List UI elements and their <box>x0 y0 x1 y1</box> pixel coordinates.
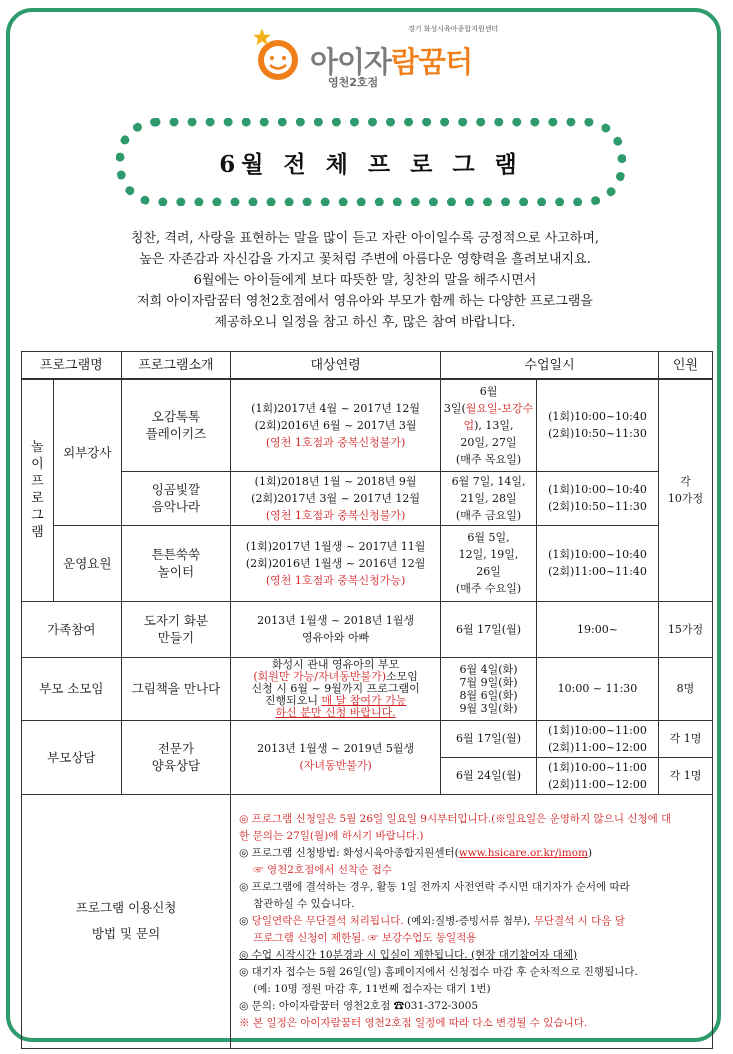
outside-instructor-label: 외부강사 <box>53 379 121 525</box>
program-name: 잉곰빛깔 음악나라 <box>121 471 231 525</box>
apply-label: 프로그램 이용신청 방법 및 문의 <box>22 794 231 1048</box>
capacity: 15가정 <box>658 601 712 657</box>
logo-wordmark: 아이자람꿈터 <box>310 45 473 79</box>
program-table <box>21 351 713 1049</box>
capacity: 각 1명 <box>658 757 712 794</box>
class-times: 10:00 ~ 11:30 <box>537 657 659 720</box>
class-times: (1회)10:00~11:00 (2회)11:00~12:00 <box>537 720 659 757</box>
class-dates: 6월 17일(월) <box>441 601 537 657</box>
class-times: (1회)10:00~10:40 (2회)10:50~11:30 <box>537 379 659 471</box>
program-name: 튼튼쑥쑥 놀이터 <box>121 525 231 601</box>
header-program-name: 프로그램명 <box>22 352 122 380</box>
class-times: (1회)10:00~11:00 (2회)11:00~12:00 <box>537 757 659 794</box>
page-title: 6월 전 체 프 로 그 램 <box>219 150 523 178</box>
table-row <box>22 720 713 757</box>
header-schedule: 수업일시 <box>441 352 659 380</box>
intro-line: 제공하오니 일정을 참고 하신 후, 많은 참여 바랍니다. <box>214 315 516 330</box>
intro-line: 높은 자존감과 자신감을 가지고 꽃처럼 주변에 아름다운 영향력을 흘려보내지요. <box>139 252 591 267</box>
table-row <box>22 379 713 471</box>
table-row <box>22 601 713 657</box>
website-link[interactable]: www.hsicare.or.kr/imom <box>458 846 589 859</box>
class-dates: 6월 3일(월요일-보강수업), 13일, 20일, 27일 (매주 목요일) <box>441 379 537 471</box>
intro-line: 칭찬, 격려, 사랑을 표현하는 말을 많이 듣고 자란 아이일수록 긍정적으로 사고하며, <box>130 231 600 246</box>
target-age: 2013년 1월생 ~ 2018년 1월생 영유아와 아빠 <box>231 601 441 657</box>
class-times: (1회)10:00~10:40 (2회)11:00~11:40 <box>537 525 659 601</box>
intro-text <box>40 228 690 333</box>
header-target-age: 대상연령 <box>231 352 441 380</box>
table-row <box>22 525 713 601</box>
center-name: 경기 화성시육아종합지원센터 <box>408 25 499 33</box>
table-row <box>22 794 713 1048</box>
operation-staff-label: 운영요원 <box>53 525 121 601</box>
target-age: (1회)2017년 4월 ~ 2017년 12월 (2회)2016년 6월 ~ 2017년 3월 (영천 1호점과 중복신청불가) <box>231 379 441 471</box>
intro-line: 6월에는 아이들에게 보다 따뜻한 말, 칭찬의 말을 해주시면서 <box>193 273 537 288</box>
category-label: 부모 소모임 <box>22 657 122 720</box>
title-box <box>116 118 626 206</box>
header-program-intro: 프로그램소개 <box>121 352 231 380</box>
capacity: 8명 <box>658 657 712 720</box>
intro-line: 저희 아이자람꿈터 영천2호점에서 영유아와 부모가 함께 하는 다양한 프로그램을 <box>137 294 593 309</box>
category-label: 부모상담 <box>22 720 122 794</box>
category-label: 가족참여 <box>22 601 122 657</box>
class-dates: 6월 5일, 12일, 19일, 26일 (매주 수요일) <box>441 525 537 601</box>
table-row <box>22 657 713 720</box>
program-name: 도자기 화분 만들기 <box>121 601 231 657</box>
capacity-shared: 각 10가정 <box>658 379 712 601</box>
class-times: (1회)10:00~10:40 (2회)10:50~11:30 <box>537 471 659 525</box>
table-header-row <box>22 352 713 380</box>
class-dates: 6월 7일, 14일, 21일, 28일 (매주 금요일) <box>441 471 537 525</box>
table-row <box>22 471 713 525</box>
class-dates: 6월 4일(화) 7월 9일(화) 8월 6일(화) 9월 3일(화) <box>441 657 537 720</box>
class-times: 19:00~ <box>537 601 659 657</box>
program-name: 그림책을 만나다 <box>121 657 231 720</box>
program-name: 전문가 양육상담 <box>121 720 231 794</box>
capacity: 각 1명 <box>658 720 712 757</box>
header-capacity: 인원 <box>658 352 712 380</box>
logo <box>250 22 510 92</box>
program-name: 오감톡톡 플레이키즈 <box>121 379 231 471</box>
class-dates: 6월 24일(월) <box>441 757 537 794</box>
target-age: 2013년 1월생 ~ 2019년 5월생 (자녀동반불가) <box>231 720 441 794</box>
target-age: (1회)2018년 1월 ~ 2018년 9월 (2회)2017년 3월 ~ 2017년 12월 (영천 1호점과 중복신청불가) <box>231 471 441 525</box>
branch-name: 영천2호점 <box>328 76 379 89</box>
play-program-label: 놀 이 프 로 그 램 <box>22 379 54 601</box>
class-dates: 6월 17일(월) <box>441 720 537 757</box>
target-age: 화성시 관내 영유아의 부모 (회원만 가능/자녀동반불가)소모임 신청 시 6월 ~ 9월까지 프로그램이 진행되오니 매 달 참여가 가능 하신 분만 신청 바랍니다. <box>231 657 441 720</box>
target-age: (1회)2017년 1월생 ~ 2017년 11월 (2회)2016년 1월생 ~ 2016년 12월 (영천 1호점과 중복신청가능) <box>231 525 441 601</box>
apply-info: ◎ 프로그램 신청일은 5월 26일 일요일 9시부터입니다.(※일요일은 운영하지 않으니 신청에 대 한 문의는 27일(월)에 하시기 바랍니다.) ◎ 프로그램 신청방법: 화성시육아종합지원센터(www.hsicare.or.kr/imom) ☞ 영천2호점에서 선착순 접수 ◎ 프로그램에 결석하는 경우, 활동 1일 전까지 사전연락 주시면 대기자가 순서에 따라 참관하실 수 있습니다. ◎ 당일연락은 무단결석 처리됩니다. (예외:질병-증빙서류 첨부), 무단결석 시 다음 달 프로그램 신청이 제한됨. ☞ 보강수업도 동일적용 ◎ 수업 시작시간 10분경과 시 입실이 제한됩니다. (현장 대기참여자 대체) ◎ 대기자 접수는 5월 26일(일) 홈페이지에서 신청접수 마감 후 순차적으로 진행됩니다. (예: 10명 정원 마감 후, 11번째 접수자는 대기 1번) ◎ 문의: 아이자람꿈터 영천2호점 ☎031-372-3005 ※ 본 일정은 아이자람꿈터 영천2호점 일정에 따라 다소 변경될 수 있습니다. <box>231 794 713 1048</box>
